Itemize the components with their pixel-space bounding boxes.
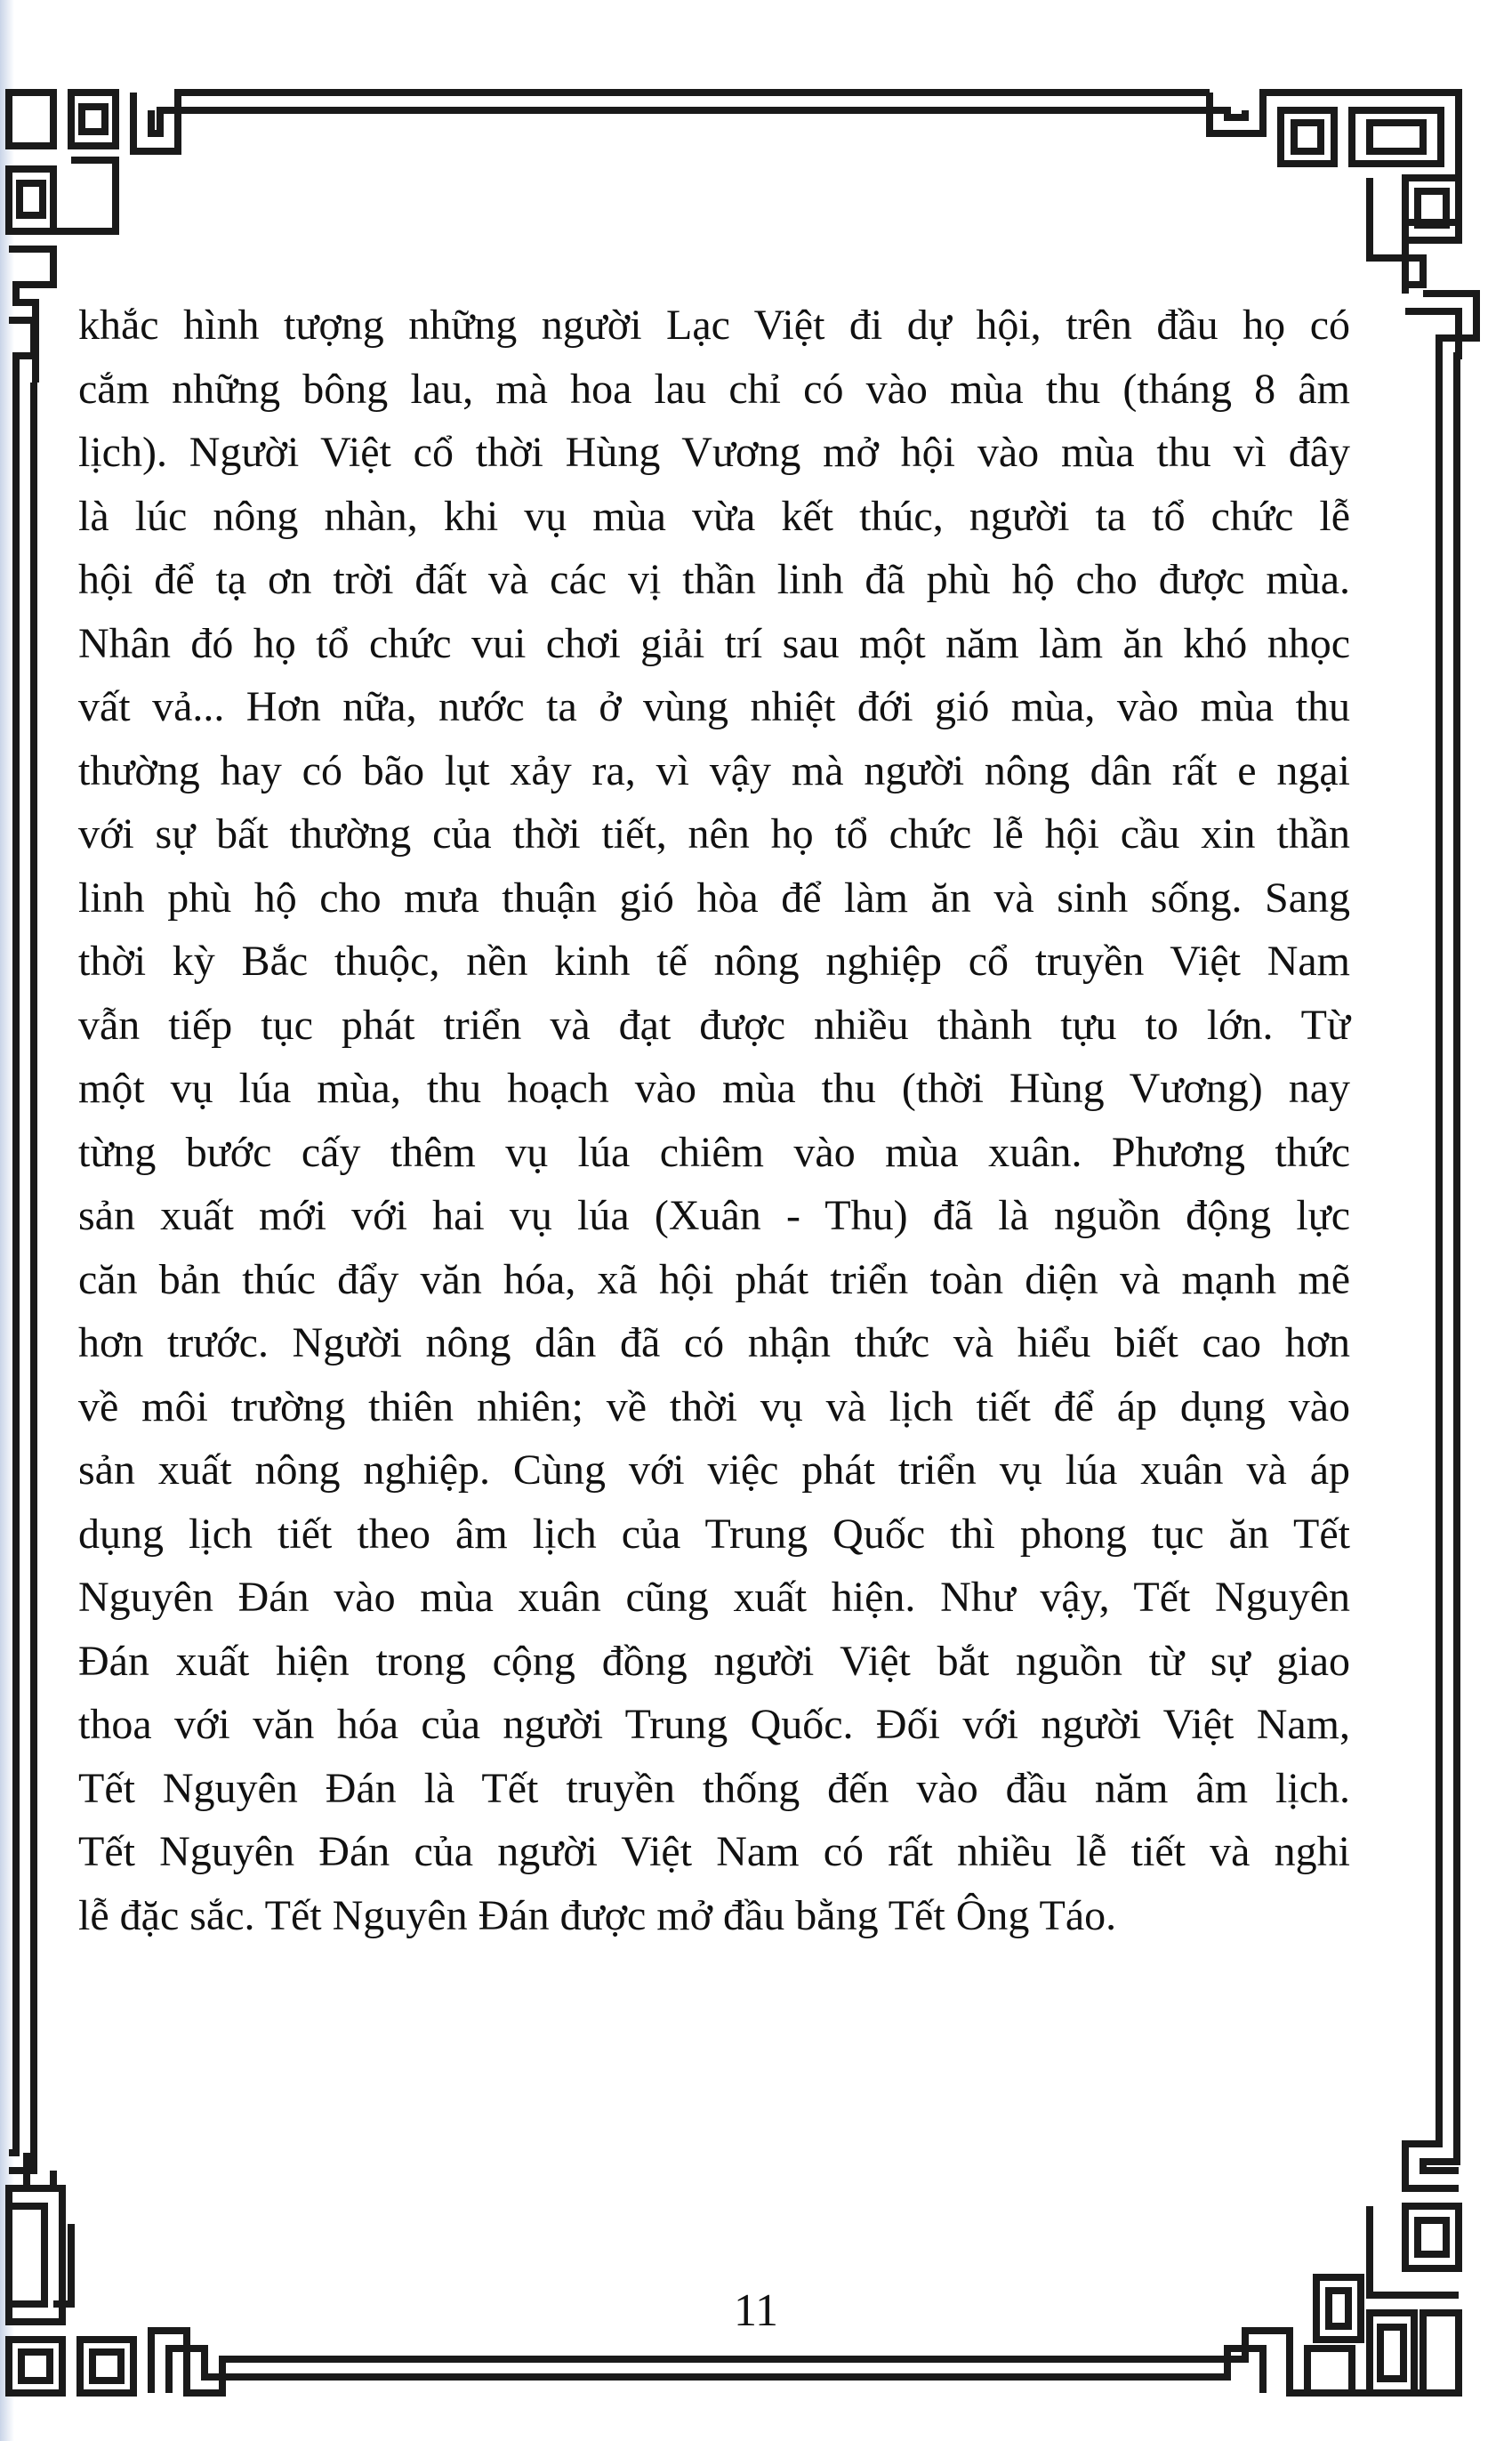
text-line: một vụ lúa mùa, thu hoạch vào mùa thu (thời Hùng Vương) nay (78, 1065, 1350, 1112)
text-line: thời kỳ Bắc thuộc, nền kinh tế nông nghiệp cổ truyền Việt Nam (78, 938, 1350, 985)
text-line: sản xuất mới với hai vụ lúa (Xuân - Thu) đã là nguồn động lực (78, 1192, 1350, 1239)
text-line: là lúc nông nhàn, khi vụ mùa vừa kết thúc, người ta tổ chức lễ (78, 492, 1350, 540)
frame-top-edge (267, 93, 1210, 110)
text-line: hội để tạ ơn trời đất và các vị thần linh đã phù hộ cho được mùa. (78, 556, 1350, 603)
text-line: hơn trước. Người nông dân đã có nhận thức và hiểu biết cao hơn (78, 1319, 1350, 1366)
text-line: cắm những bông lau, mà hoa lau chỉ có vào mùa thu (tháng 8 âm (78, 365, 1350, 413)
corner-ornament-bottom-right (996, 2117, 1459, 2393)
text-line: Tết Nguyên Đán là Tết truyền thống đến vào đầu năm âm lịch. (78, 1764, 1350, 1812)
text-line: Đán xuất hiện trong cộng đồng người Việt bắt nguồn từ sự giao (78, 1637, 1350, 1685)
frame-right-edge (1439, 383, 1457, 2117)
text-line: thoa với văn hóa của người Trung Quốc. Đối với người Việt Nam, (78, 1701, 1350, 1748)
text-line: vất vả... Hơn nữa, nước ta ở vùng nhiệt đới gió mùa, vào mùa thu (78, 683, 1350, 730)
corner-ornament-bottom-left (9, 2117, 445, 2393)
text-line: dụng lịch tiết theo âm lịch của Trung Quốc thì phong tục ăn Tết (78, 1510, 1350, 1558)
text-line: Nhân đó họ tổ chức vui chơi giải trí sau một năm làm ăn khó nhọc (78, 619, 1350, 667)
frame-left-edge (16, 383, 34, 2117)
text-line: Tết Nguyên Đán của người Việt Nam có rất nhiều lễ tiết và nghi (78, 1828, 1350, 1875)
text-line: thường hay có bão lụt xảy ra, vì vậy mà người nông dân rất e ngại (78, 746, 1350, 794)
frame-bottom-edge (445, 2359, 996, 2377)
text-line: từng bước cấy thêm vụ lúa chiêm vào mùa xuân. Phương thức (78, 1128, 1350, 1176)
text-line: Nguyên Đán vào mùa xuân cũng xuất hiện. Như vậy, Tết Nguyên (78, 1574, 1350, 1621)
body-paragraph (78, 294, 1350, 1947)
text-line: với sự bất thường của thời tiết, nên họ tổ chức lễ hội cầu xin thần (78, 810, 1350, 858)
text-line: vẫn tiếp tục phát triển và đạt được nhiều thành tựu to lớn. Từ (78, 1001, 1350, 1049)
text-line: lịch). Người Việt cổ thời Hùng Vương mở hội vào mùa thu vì đây (78, 429, 1350, 476)
text-line: lễ đặc sắc. Tết Nguyên Đán được mở đầu bằng Tết Ông Táo. (78, 1891, 1117, 1939)
text-line: căn bản thúc đẩy văn hóa, xã hội phát triển toàn diện và mạnh mẽ (78, 1255, 1350, 1303)
text-line: sản xuất nông nghiệp. Cùng với việc phát triển vụ lúa xuân và áp (78, 1446, 1350, 1494)
text-line: về môi trường thiên nhiên; về thời vụ và lịch tiết để áp dụng vào (78, 1382, 1350, 1430)
page-number: 11 (733, 2285, 779, 2336)
text-line: khắc hình tượng những người Lạc Việt đi dự hội, trên đầu họ có (78, 302, 1350, 349)
text-line: linh phù hộ cho mưa thuận gió hòa để làm ăn và sinh sống. Sang (78, 874, 1350, 922)
